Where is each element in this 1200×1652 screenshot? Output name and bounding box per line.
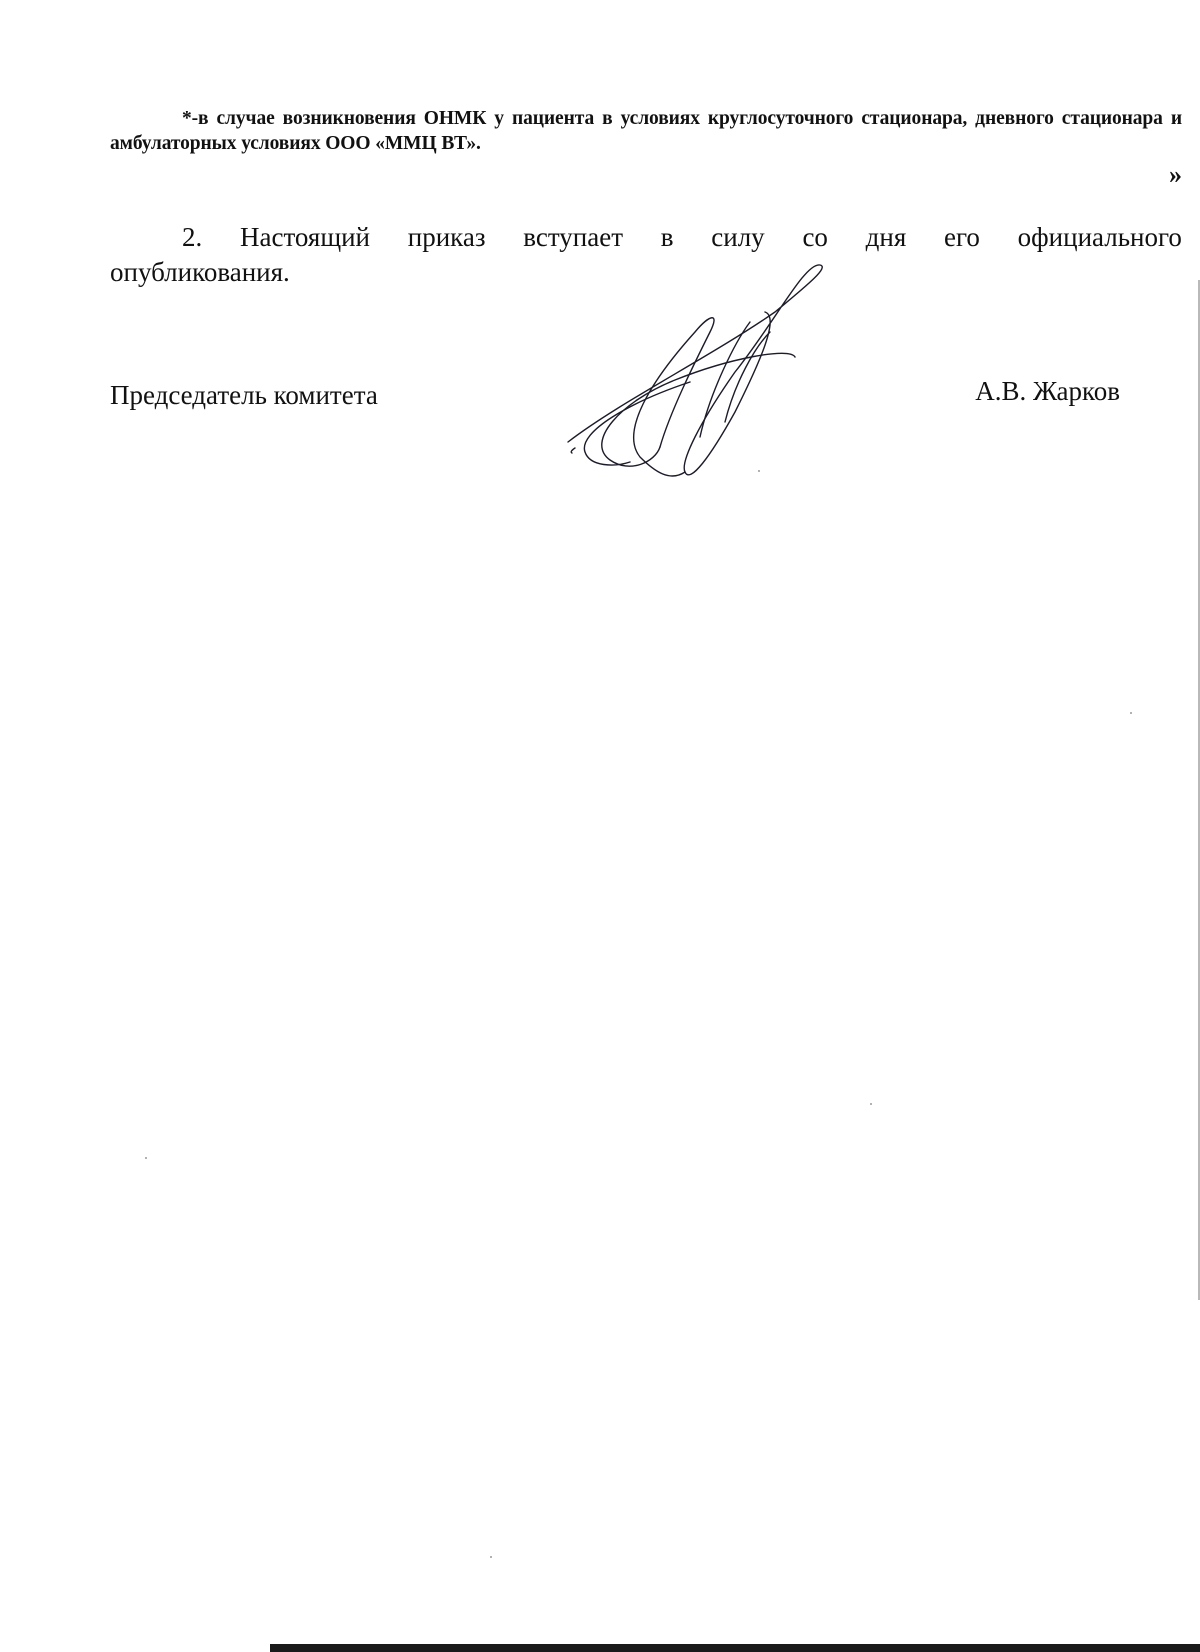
clause-word: вступает	[523, 222, 624, 252]
clause-word: 2.	[182, 222, 203, 252]
clause-word: дня	[865, 222, 907, 252]
signatory-title: Председатель комитета	[110, 380, 378, 410]
clause-word: приказ	[407, 222, 486, 252]
clause-word: официального	[1017, 222, 1182, 252]
scan-speck	[145, 1157, 147, 1159]
closing-quote: »	[1169, 160, 1182, 189]
scan-edge-bottom	[270, 1644, 1200, 1652]
scan-speck	[870, 1103, 872, 1105]
clause-line-1	[110, 220, 1182, 255]
clause-word: со	[802, 222, 828, 252]
clause-word: Настоящий	[240, 222, 371, 252]
clause-word: силу	[711, 222, 765, 252]
clause-word: в	[660, 222, 674, 252]
scan-speck	[1130, 712, 1132, 714]
clause-line-2: опубликования.	[110, 257, 290, 287]
handwritten-signature	[560, 262, 870, 492]
signatory-name: А.В. Жарков	[975, 376, 1120, 406]
clause-word: его	[944, 222, 980, 252]
scan-speck	[490, 1556, 492, 1558]
scan-speck	[758, 470, 760, 472]
footnote-text: *-в случае возникновения ОНМК у пациента в условиях круглосуточного стационара, дневного стационара и амбулаторных условиях ООО «ММЦ ВТ».	[110, 108, 1182, 154]
